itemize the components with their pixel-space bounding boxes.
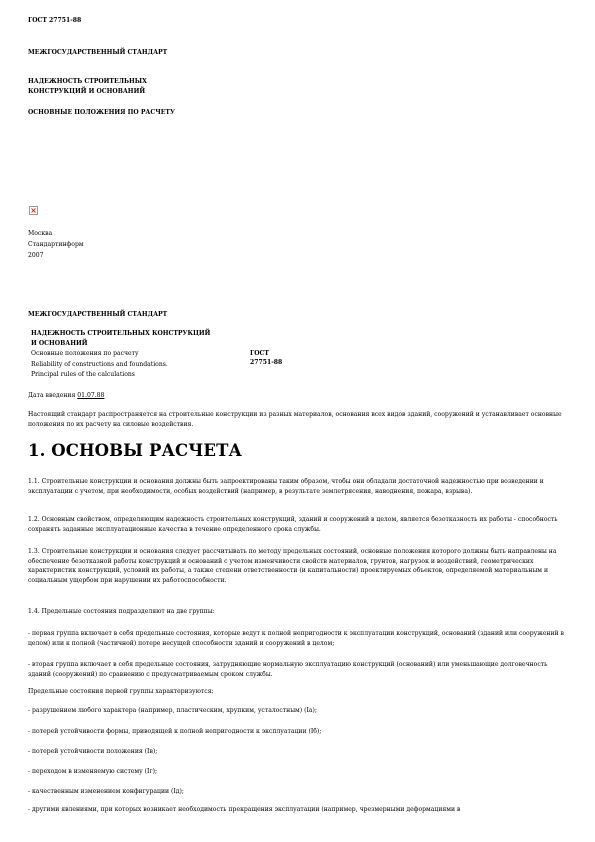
- title-line-2: КОНСТРУКЦИЙ И ОСНОВАНИЙ: [28, 88, 146, 95]
- standard-code-block: [250, 350, 282, 367]
- imprint-publisher: Стандартинформ: [28, 241, 84, 248]
- list-item-ia: - разрушением любого характера (например, пластическим, хрупким, усталостным) (Iа);: [28, 707, 317, 714]
- title-block-en-title: Reliability of constructions and foundations.: [31, 361, 168, 368]
- title-block-ru-subtitle: Основные положения по расчету: [31, 350, 139, 357]
- scope-paragraph: Настоящий стандарт распространяется на строительные конструкции из разных материалов, основания всех видов зданий, сооружений и устанавливает основные положения по их расчету на силовые воздействия.: [28, 411, 562, 428]
- title-block-line-2: И ОСНОВАНИЙ: [31, 340, 88, 347]
- paragraph-1-4: 1.4. Предельные состояния подразделяют на две группы:: [28, 608, 215, 615]
- title-block-en-subtitle: Principal rules of the calculations: [31, 371, 135, 378]
- group-2-item: - вторая группа включает в себя предельные состояния, затрудняющие нормальную эксплуатацию конструкций (оснований) или уменьшающие долговечность зданий (сооружений) по сравнению с предусматриваемым сроком службы.: [28, 661, 548, 678]
- doc-code: ГОСТ 27751-88: [28, 17, 82, 24]
- broken-image-icon: [29, 206, 38, 215]
- title-block-line-1: НАДЕЖНОСТЬ СТРОИТЕЛЬНЫХ КОНСТРУКЦИЙ: [31, 330, 211, 337]
- paragraph-1-2: 1.2. Основным свойством, определяющим надежность строительных конструкций, зданий и сооружений в целом, является безотказность их работы - способность сохранять заданные эксплуатационные качества в течение определенного срока службы.: [28, 516, 558, 533]
- list-item-id: - качественным изменением конфигурации (Iд);: [28, 788, 184, 795]
- paragraph-1-3: 1.3. Строительные конструкции и основания следует рассчитывать по методу предельных состояний, основные положения которого должны быть направлены на обеспечение безотказной работы конструкций и оснований с учетом изменчивости свойств материалов, грунтов, нагрузок и воздействий, геометрических характеристик конструкций, условий их работы, а также степени ответственности (и капитальности) проектируемых объектов, определяемой материальным и социальным ущербом при нарушении их работоспособности.: [28, 548, 557, 584]
- standard-code-label: ГОСТ: [250, 350, 269, 357]
- section-heading: 1. ОСНОВЫ РАСЧЕТА: [28, 441, 242, 460]
- paragraph-1-1: 1.1. Строительные конструкции и основания должны быть запроектированы таким образом, чтобы они обладали достаточной надежностью при возведении и эксплуатации с учетом, при необходимости, особых воздействий (например, в результате землетрясения, наводнения, пожара, взрыва).: [28, 478, 544, 495]
- subtitle: ОСНОВНЫЕ ПОЛОЖЕНИЯ ПО РАСЧЕТУ: [28, 109, 175, 116]
- standard-code-number: 27751-88: [250, 358, 283, 366]
- date-label: Дата введения: [28, 392, 76, 399]
- title-line-1: НАДЕЖНОСТЬ СТРОИТЕЛЬНЫХ: [28, 78, 147, 85]
- imprint-year: 2007: [28, 252, 44, 259]
- group-1-item: - первая группа включает в себя предельные состояния, которые ведут к полной непригодности к эксплуатации конструкций, оснований (зданий или сооружений в целом) или к полной (частичной) потере несущей способности зданий и сооружений в целом;: [28, 630, 564, 647]
- date-value-link[interactable]: 01.07.88: [77, 392, 105, 399]
- standard-type: МЕЖГОСУДАРСТВЕННЫЙ СТАНДАРТ: [28, 49, 168, 56]
- title-block-standard-type: МЕЖГОСУДАРСТВЕННЫЙ СТАНДАРТ: [28, 311, 168, 318]
- list-item-other: - другими явлениями, при которых возникает необходимость прекращения эксплуатации (например, чрезмерными деформациями в: [28, 806, 461, 813]
- first-group-intro: Предельные состояния первой группы характеризуются:: [28, 688, 214, 695]
- imprint-city: Москва: [28, 230, 53, 237]
- list-item-iv: - потерей устойчивости положения (Iв);: [28, 748, 158, 755]
- introduction-date: [28, 392, 104, 400]
- list-item-ig: - переходом в изменяемую систему (Iг);: [28, 768, 158, 775]
- list-item-ib: - потерей устойчивости формы, приводящей к полной непригодности к эксплуатации (Iб);: [28, 728, 322, 735]
